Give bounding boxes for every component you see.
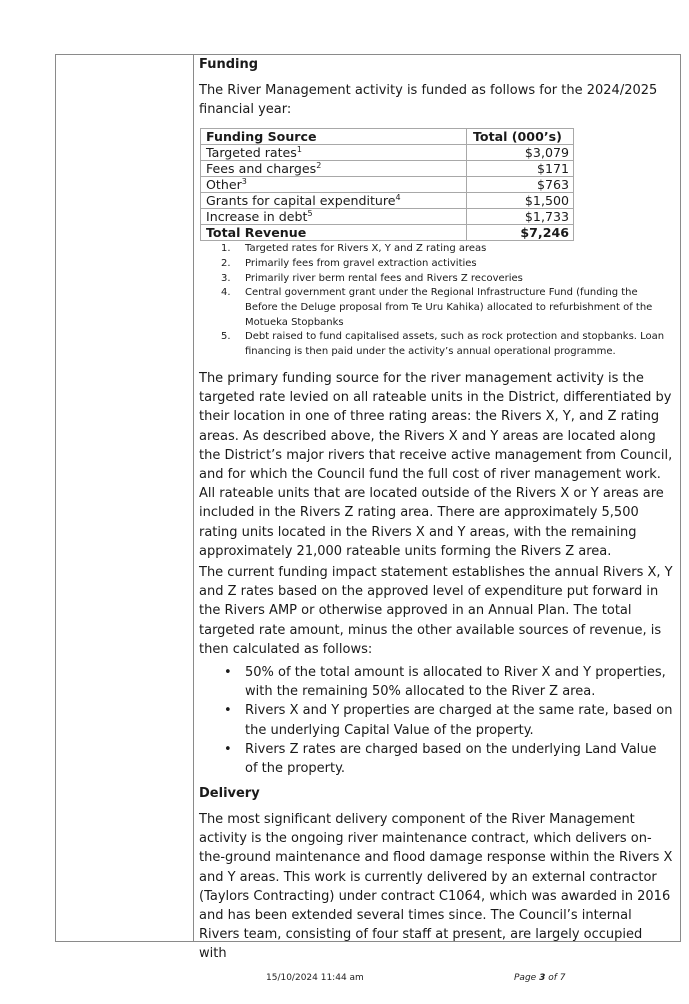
- table-row: [201, 145, 574, 161]
- footnote-text: Targeted rates for Rivers X, Y and Z rating areas: [245, 243, 487, 254]
- footnote-text: Debt raised to fund capitalised assets, such as rock protection and stopbanks. Loan financing is then paid under the activity’s annual operational programme.: [245, 331, 665, 357]
- funding-intro: The River Management activity is funded as follows for the 2024/2025 financial year:: [199, 83, 658, 118]
- total-label: Total Revenue: [201, 225, 467, 241]
- page-of: of 7: [545, 973, 566, 983]
- footer-page-number: [514, 972, 565, 984]
- funding-table: [200, 128, 574, 241]
- table-row: [201, 209, 574, 225]
- page-current: 3: [539, 973, 546, 983]
- footnote-number: 3.: [221, 272, 231, 284]
- paragraph-primary-funding: The primary funding source for the river management activity is the targeted rate levied on all rateable units in the District, differentiated by their location in one of three rating areas: the Rivers X, Y, and Z rating areas. As described above, the Rivers X and Y areas are located along the District’s major rivers that receive active management from Council, and for which the Council fund the full cost of river management work. All rateable units that are located outside of the Rivers X or Y areas are included in the Rivers Z rating area. There are approximately 5,500 rating units located in the Rivers X and Y areas, with the remaining approximately 21,000 rateable units forming the Rivers Z area.: [199, 371, 673, 559]
- footnote-text: Primarily river berm rental fees and Rivers Z recoveries: [245, 272, 523, 284]
- column-divider: [193, 54, 194, 941]
- row-amount: $3,079: [467, 145, 574, 161]
- footnote-item: [199, 330, 673, 359]
- total-amount: $7,246: [467, 225, 574, 241]
- footnote-ref: 2: [316, 161, 322, 170]
- row-label: Targeted rates: [206, 145, 297, 160]
- header-total: Total (000’s): [467, 129, 574, 145]
- footnote-number: 2.: [221, 257, 231, 269]
- footnote-item: [199, 242, 673, 257]
- page-prefix: Page: [514, 973, 540, 983]
- footnote-number: 1.: [221, 243, 231, 254]
- header-funding-source: Funding Source: [201, 129, 467, 145]
- row-amount: $1,500: [467, 193, 574, 209]
- footnotes-list: [199, 242, 673, 360]
- footnote-number: 4.: [221, 287, 231, 299]
- row-label: Grants for capital expenditure: [206, 193, 396, 208]
- bullet-text: 50% of the total amount is allocated to River X and Y properties, with the remaining 50% allocated to the River Z area.: [245, 665, 666, 700]
- table-row: [201, 193, 574, 209]
- table-row: [201, 161, 574, 177]
- bullet-item: [199, 701, 673, 739]
- bullet-item: [199, 740, 673, 778]
- row-label: Fees and charges: [206, 161, 317, 176]
- bullet-icon: •: [224, 665, 232, 680]
- delivery-heading: Delivery: [199, 786, 260, 801]
- row-amount: $171: [467, 161, 574, 177]
- paragraph-current-fis: The current funding impact statement establishes the annual Rivers X, Y and Z rates based on the approved level of expenditure put forward in the Rivers AMP or otherwise approved in an Annual Plan. The total targeted rate amount, minus the other available sources of revenue, is then calculated as follows:: [199, 565, 673, 657]
- footnote-item: [199, 272, 673, 287]
- bullet-text: Rivers X and Y properties are charged at the same rate, based on the underlying Capital Value of the property.: [245, 703, 673, 738]
- footnote-item: [199, 286, 673, 330]
- footnote-ref: 1: [296, 145, 302, 154]
- footnote-text: Central government grant under the Regional Infrastructure Fund (funding the Before the Deluge proposal from Te Uru Kahika) allocated to refurbishment of the Motueka Stopbanks: [245, 287, 653, 328]
- funding-table-header: [201, 129, 574, 145]
- table-total-row: [201, 225, 574, 241]
- row-amount: $763: [467, 177, 574, 193]
- footnote-item: [199, 257, 673, 272]
- footer-date: 15/10/2024 11:44 am: [266, 973, 364, 983]
- bullet-icon: •: [224, 703, 232, 719]
- paragraph-delivery: The most significant delivery component of the River Management activity is the ongoing river maintenance contract, which delivers on-the-ground maintenance and flood damage response within the Rivers X and Y areas. This work is currently delivered by an external contractor (Taylors Contracting) under contract C1064, which was awarded in 2016 and has been extended several times since. The Council’s internal Rivers team, consisting of four staff at present, are largely occupied with: [199, 812, 673, 962]
- footnote-ref: 5: [307, 209, 313, 218]
- footnote-text: Primarily fees from gravel extraction activities: [245, 257, 477, 269]
- rates-bullet-list: [199, 663, 673, 778]
- footnote-number: 5.: [221, 331, 231, 343]
- footnote-ref: 4: [395, 193, 401, 202]
- table-row: [201, 177, 574, 193]
- row-label: Increase in debt: [206, 209, 308, 224]
- row-amount: $1,733: [467, 209, 574, 225]
- row-label: Other: [206, 177, 242, 192]
- footnote-ref: 3: [241, 177, 247, 186]
- bullet-text: Rivers Z rates are charged based on the underlying Land Value of the property.: [245, 741, 657, 777]
- funding-heading: Funding: [199, 57, 259, 72]
- bullet-icon: •: [224, 741, 232, 757]
- bullet-item: [199, 663, 673, 701]
